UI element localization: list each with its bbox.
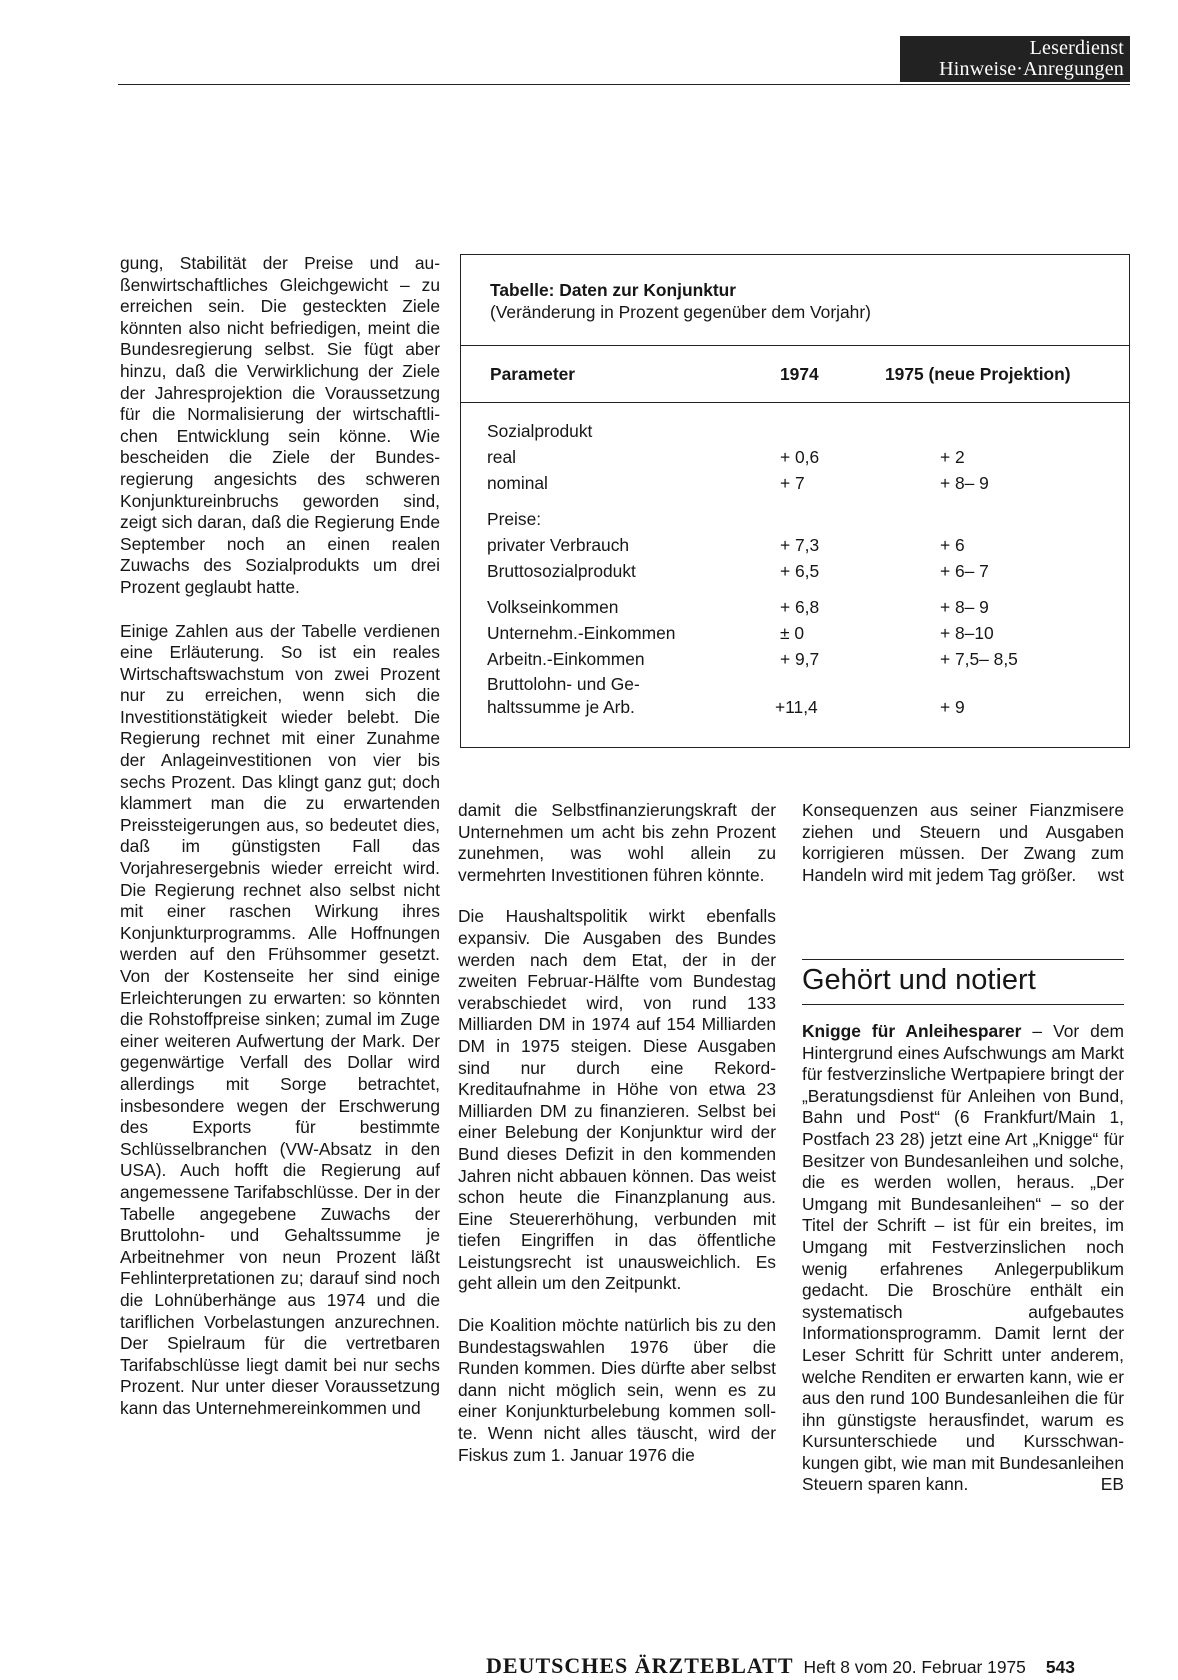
col1-paragraph-1: gung, Stabilität der Preise und außenwirtschaftliches Gleichgewicht – zu erreichen sein. Die gesteckten Ziele könnten also nicht befriedigen, meint die Bundesregierung selbst. Sie fügt aber hinzu, daß die Verwirklichung der Ziele der Jahresprojektion die Voraussetzung für die Normalisierung der wirtschaftlichen Entwicklung sein könne. Wie bescheiden die Ziele der Bundesregierung angesichts des schweren Konjunktureinbruchs geworden sind, zeigt sich daran, daß die Regierung Ende September noch an einen realen Zuwachs des Sozialprodukts um drei Prozent geglaubt hatte. [120,253,440,597]
col3-paragraph-1-text: Konsequenzen aus seiner Fianzmisere ziehen und Steuern und Ausgaben korrigieren müssen. Der Zwang zum Handeln wird mit jedem Tag größer. [802,800,1124,885]
table-row-label: Unternehm.-Einkommen [487,623,676,643]
table-row-label: real [487,447,516,467]
table-row-label: nominal [487,473,548,493]
column-2 [458,800,776,1466]
table-row-label: Sozialprodukt [487,421,593,441]
issue-info: Heft 8 vom 20. Februar 1975 [803,1657,1026,1677]
table-row-label: Volkseinkommen [487,597,619,617]
table-cell-1975: + 8– 9 [940,597,989,617]
table-cell-1974: + 7,3 [780,535,820,555]
heading-rule-bottom [802,1004,1124,1005]
table-title: Tabelle: Daten zur Konjunktur [490,280,737,300]
table-cell-1974: +11,4 [775,697,818,717]
table-row-label: Bruttolohn- und Ge- [487,674,640,694]
table-cell-1975: + 6– 7 [940,561,989,581]
table-row-label: Arbeitn.-Einkommen [487,649,645,669]
table-cell-1974: + 7 [780,473,805,493]
col3-paragraph-1 [802,800,1124,886]
table-header-1974: 1974 [780,364,819,384]
heading-rule-top [802,959,1124,960]
table-row-label: Preise: [487,509,542,529]
table-subtitle: (Veränderung in Prozent gegenüber dem Vorjahr) [490,302,871,322]
page-footer [486,1653,1075,1679]
section-label-line2: Hinweise·Anregungen [939,58,1124,80]
journal-name: DEUTSCHES ÄRZTEBLATT [486,1653,794,1678]
table-cell-1975: + 9 [940,697,965,717]
table-cell-1975: + 8–10 [940,623,994,643]
signature-eb: EB [1100,1474,1124,1495]
table-caption [490,279,871,323]
news-item [802,1021,1124,1496]
table-cell-1974: + 6,5 [780,561,820,581]
column-3 [802,800,1124,886]
table-cell-1974: + 6,8 [780,597,820,617]
table-row-label: Bruttosozialprodukt [487,561,636,581]
section-label-line1: Leserdienst [1029,37,1124,59]
section-label [900,36,1130,82]
table-row-label: privater Verbrauch [487,535,630,555]
header-rule [118,84,1130,85]
column-3-news [802,1021,1124,1496]
table-rule-top [460,345,1130,346]
section-heading: Gehört und notiert [802,964,1036,996]
table-cell-1974: + 0,6 [780,447,820,467]
col2-paragraph-1: damit die Selbstfinanzierungskraft der Unternehmen um acht bis zehn Prozent zunehmen, was wohl allein zu vermehrten Investitionen führen könnte. [458,800,776,885]
table-cell-1975: + 6 [940,535,965,555]
table-header-parameter: Parameter [490,364,576,384]
signature-wst: wst [1097,864,1124,885]
page-number: 543 [1045,1657,1075,1677]
table-cell-1974: + 9,7 [780,649,820,669]
col2-paragraph-2: Die Haushaltspolitik wirkt ebenfalls expansiv. Die Ausgaben des Bundes werden nach dem Etat, der in der zweiten Februar-Hälfte vom Bundestag verabschiedet wird, von rund 133 Milliarden DM in 1974 auf 154 Milliarden DM in 1975 steigen. Diese Ausgaben sind nur durch eine Rekord-Kreditaufnahme in Höhe von etwa 23 Milliarden DM zu finanzieren. Selbst bei einer Belebung der Konjunktur wird der Bund dieses Defizit in den kommenden Jahren nicht abbauen können. Das weist schon heute die Finanzplanung aus. Eine Steuererhöhung, verbunden mit tiefen Eingriffen in das öffentliche Leistungsrecht ist unausweichlich. Es geht allein um den Zeitpunkt. [458,906,776,1294]
table-rule-header [460,402,1130,403]
table-cell-1975: + 8– 9 [940,473,989,493]
col2-paragraph-3: Die Koalition möchte natürlich bis zu den Bundestagswahlen 1976 über die Runden kommen. Dies dürfte aber selbst dann nicht möglich sein, wenn es zu einer Konjunkturbelebung kommen sollte. Wenn nicht alles täuscht, wird der Fiskus zum 1. Januar 1976 die [458,1315,776,1465]
news-item-title: Knigge für Anleihesparer [802,1021,1022,1041]
table-row-label: haltssumme je Arb. [487,697,635,717]
table-header-1975: 1975 (neue Projektion) [885,364,1071,384]
column-1 [120,253,440,1419]
col1-paragraph-2: Einige Zahlen aus der Tabelle verdienen eine Erläuterung. So ist ein reales Wirtschaftswachstum von zwei Prozent nur zu erreichen, wenn sich die Investitionstätigkeit wieder belebt. Die Regierung rechnet mit einer Zunahme der Anlageinvestitionen von vier bis sechs Prozent. Das klingt ganz gut; doch klammert man die zu erwartenden Preissteigerungen aus, so bedeutet dies, daß im günstigsten Fall das Vorjahresergebnis wieder erreicht wird. Die Regierung rechnet also selbst nicht mit einer raschen Wirkung ihres Konjunkturprogramms. Alle Hoffnungen werden auf den Frühsommer gesetzt. Von der Kostenseite her sind einige Erleichterungen zu erwarten: so könnten die Rohstoffpreise sinken; zumal im Zuge einer weiteren Aufwertung der Mark. Der gegenwärtige Verfall des Dollar wird allerdings mit Sorge betrachtet, insbesondere wegen der Erschwerung des Exports für bestimmte Schlüsselbranchen (VW-Absatz in den USA). Auch hofft die Regierung auf angemessene Tarifabschlüsse. Der in der Tabelle angegebene Zuwachs der Bruttolohn- und Gehaltssumme je Arbeitnehmer von neun Prozent läßt Fehlinterpretationen zu; darauf sind noch die Lohnüberhänge aus 1974 und die tariflichen Vorbelastungen anzurechnen. Der Spielraum für die vertretbaren Tarifabschlüsse liegt damit bei nur sechs Prozent. Nur unter dieser Voraussetzung kann das Unternehmereinkommen und [120,620,440,1418]
news-item-text: – Vor dem Hintergrund eines Aufschwungs am Markt für festverzinsliche Wertpapiere bringt der „Beratungsdienst für Anleihen von Bund, Bahn und Post“ (6 Frankfurt/Main 1, Postfach 23 28) jetzt eine Art „Knigge“ für Besitzer von Bundesanleihen und solche, die es werden wollen, heraus. „Der Umgang mit Bundesanleihen“ – so der Titel der Schrift – ist für ein breites, im Umgang mit Festverzinslichen noch wenig erfahrenes Anlegerpublikum gedacht. Die Broschüre enthält ein systematisch aufgebautes Informationsprogramm. Damit lernt der Leser Schritt für Schritt unter anderem, welche Renditen er erwarten kann, wie er aus den rund 100 Bundesanleihen die für ihn günstigste herausfindet, warum es Kursunterschiede und Kursschwankungen gibt, wie man mit Bundesanleihen Steuern sparen kann. [802,1021,1124,1495]
table-cell-1974: ± 0 [780,623,805,643]
table-cell-1975: + 2 [940,447,965,467]
table-cell-1975: + 7,5– 8,5 [940,649,1018,669]
